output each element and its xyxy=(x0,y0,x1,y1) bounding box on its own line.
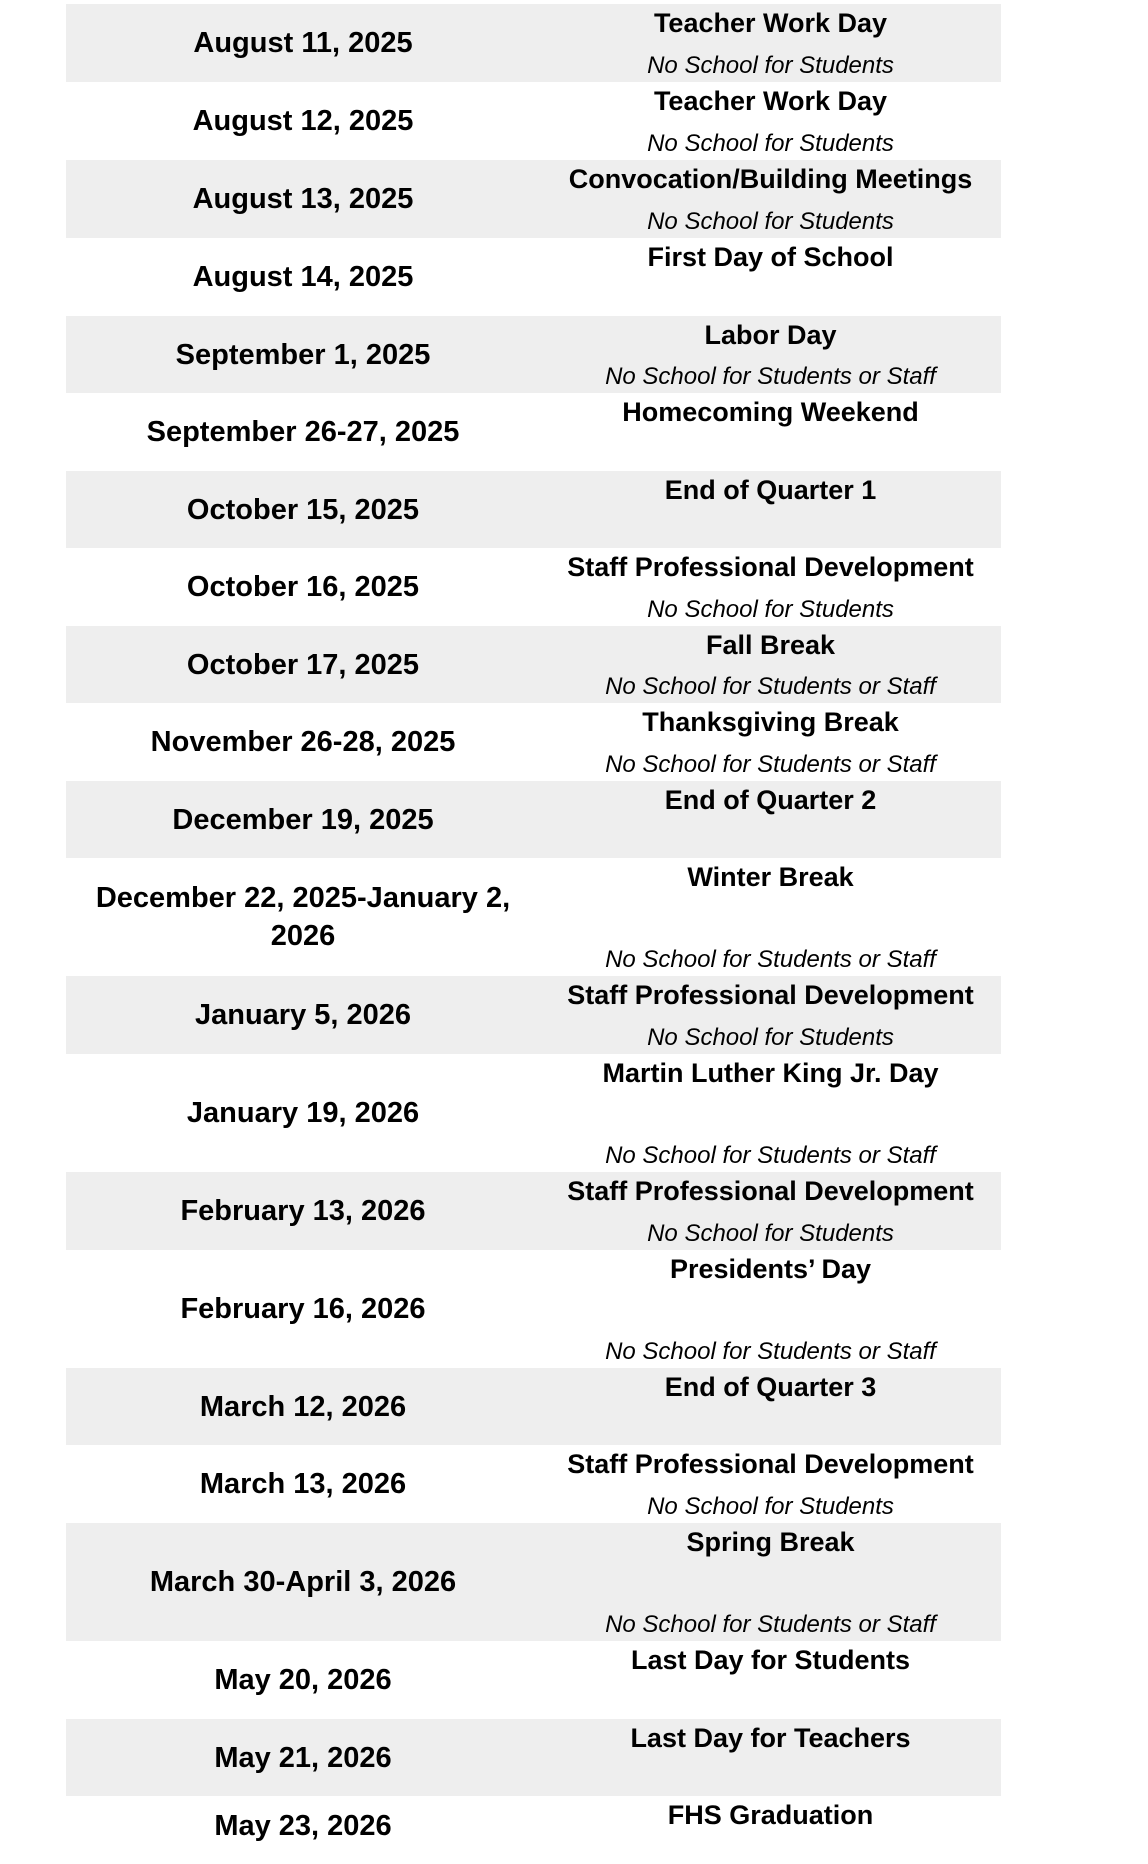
table-row xyxy=(66,316,1001,393)
row-event-note: No School for Students xyxy=(647,52,894,79)
row-date: March 13, 2026 xyxy=(199,1468,407,1500)
row-date: March 12, 2026 xyxy=(199,1390,407,1423)
row-event-cell xyxy=(540,1445,1001,1523)
row-date: December 22, 2025-January 2, 2026 xyxy=(95,882,511,952)
row-date: September 26-27, 2025 xyxy=(146,416,460,448)
row-date: January 5, 2026 xyxy=(194,999,412,1031)
calendar-table xyxy=(66,4,1001,1856)
row-event-note: No School for Students or Staff xyxy=(605,673,936,700)
table-row xyxy=(66,1172,1001,1250)
row-event-title: Staff Professional Development xyxy=(567,1176,974,1206)
row-event-cell xyxy=(540,1641,1001,1719)
row-event-cell xyxy=(540,1054,1001,1172)
table-row xyxy=(66,1368,1001,1445)
row-event-cell xyxy=(540,4,1001,82)
table-row xyxy=(66,858,1001,976)
row-event-title: End of Quarter 1 xyxy=(664,475,877,505)
row-event-cell xyxy=(540,858,1001,976)
table-row xyxy=(66,548,1001,626)
row-date: May 21, 2026 xyxy=(214,1741,392,1774)
row-event-title: Winter Break xyxy=(687,862,854,892)
row-event-title: Homecoming Weekend xyxy=(622,397,919,427)
row-date: March 30-April 3, 2026 xyxy=(149,1566,457,1598)
row-event-title: Teacher Work Day xyxy=(653,86,888,116)
row-event-cell xyxy=(540,626,1001,703)
row-date: October 16, 2025 xyxy=(186,571,420,603)
row-event-cell xyxy=(540,703,1001,781)
row-event-cell xyxy=(540,1796,1001,1856)
table-row xyxy=(66,1250,1001,1368)
row-event-cell xyxy=(540,471,1001,548)
row-event-note: No School for Students xyxy=(647,596,894,623)
row-date: August 14, 2025 xyxy=(192,261,414,293)
row-event-title: Convocation/Building Meetings xyxy=(568,164,973,194)
row-event-title: First Day of School xyxy=(647,242,894,272)
row-event-cell xyxy=(540,393,1001,471)
table-row xyxy=(66,703,1001,781)
row-date: October 17, 2025 xyxy=(186,648,420,681)
row-event-title: Last Day for Students xyxy=(630,1645,911,1675)
table-row xyxy=(66,393,1001,471)
row-event-title: Staff Professional Development xyxy=(567,552,974,582)
row-event-title: Labor Day xyxy=(704,320,837,350)
row-event-note: No School for Students or Staff xyxy=(605,1611,936,1638)
row-event-title: Last Day for Teachers xyxy=(630,1723,911,1753)
row-event-title: End of Quarter 3 xyxy=(664,1372,877,1402)
row-event-cell xyxy=(540,1719,1001,1796)
row-event-title: Fall Break xyxy=(705,630,836,660)
row-event-cell xyxy=(540,316,1001,393)
row-date: August 12, 2025 xyxy=(192,105,414,137)
table-row xyxy=(66,976,1001,1054)
row-event-title: Thanksgiving Break xyxy=(642,707,899,737)
table-row xyxy=(66,781,1001,858)
row-event-title: Staff Professional Development xyxy=(567,980,974,1010)
row-event-cell xyxy=(540,1523,1001,1641)
row-event-cell xyxy=(540,976,1001,1054)
row-event-cell xyxy=(540,1368,1001,1445)
row-date: September 1, 2025 xyxy=(175,338,431,371)
table-row xyxy=(66,238,1001,316)
row-date: November 26-28, 2025 xyxy=(150,726,456,758)
row-event-title: Staff Professional Development xyxy=(567,1449,974,1479)
row-date: October 15, 2025 xyxy=(186,493,420,526)
table-row xyxy=(66,1641,1001,1719)
table-row xyxy=(66,1054,1001,1172)
table-row xyxy=(66,4,1001,82)
row-event-note: No School for Students or Staff xyxy=(605,1338,936,1365)
row-date: December 19, 2025 xyxy=(172,803,434,836)
row-event-cell xyxy=(540,1172,1001,1250)
row-event-cell xyxy=(540,781,1001,858)
row-event-note: No School for Students or Staff xyxy=(605,363,936,390)
row-date: January 19, 2026 xyxy=(186,1097,420,1129)
table-row xyxy=(66,160,1001,238)
table-row xyxy=(66,1445,1001,1523)
row-event-title: End of Quarter 2 xyxy=(664,785,877,815)
table-row xyxy=(66,626,1001,703)
row-date: February 16, 2026 xyxy=(180,1293,426,1325)
row-event-title: Presidents’ Day xyxy=(669,1254,872,1284)
row-event-title: Spring Break xyxy=(686,1527,855,1557)
table-row xyxy=(66,82,1001,160)
row-event-cell xyxy=(540,548,1001,626)
row-event-note: No School for Students xyxy=(647,130,894,157)
row-event-title: Martin Luther King Jr. Day xyxy=(602,1058,939,1088)
row-event-note: No School for Students or Staff xyxy=(605,751,936,778)
row-event-note: No School for Students xyxy=(647,1220,894,1247)
row-date: May 23, 2026 xyxy=(214,1810,392,1842)
row-event-note: No School for Students xyxy=(647,1024,894,1051)
table-row xyxy=(66,1796,1001,1856)
row-date: February 13, 2026 xyxy=(180,1195,426,1227)
row-event-note: No School for Students or Staff xyxy=(605,1142,936,1169)
row-date: August 11, 2025 xyxy=(193,27,413,59)
row-event-cell xyxy=(540,160,1001,238)
row-event-cell xyxy=(540,238,1001,316)
row-event-cell xyxy=(540,1250,1001,1368)
row-event-title: Teacher Work Day xyxy=(653,8,888,38)
row-event-note: No School for Students xyxy=(647,1493,894,1520)
row-event-cell xyxy=(540,82,1001,160)
row-event-note: No School for Students xyxy=(647,208,894,235)
row-date: August 13, 2025 xyxy=(192,183,414,215)
row-event-title: FHS Graduation xyxy=(667,1800,874,1830)
table-row xyxy=(66,1719,1001,1796)
table-row xyxy=(66,471,1001,548)
row-date: May 20, 2026 xyxy=(214,1664,392,1696)
table-row xyxy=(66,1523,1001,1641)
row-event-note: No School for Students or Staff xyxy=(605,946,936,973)
